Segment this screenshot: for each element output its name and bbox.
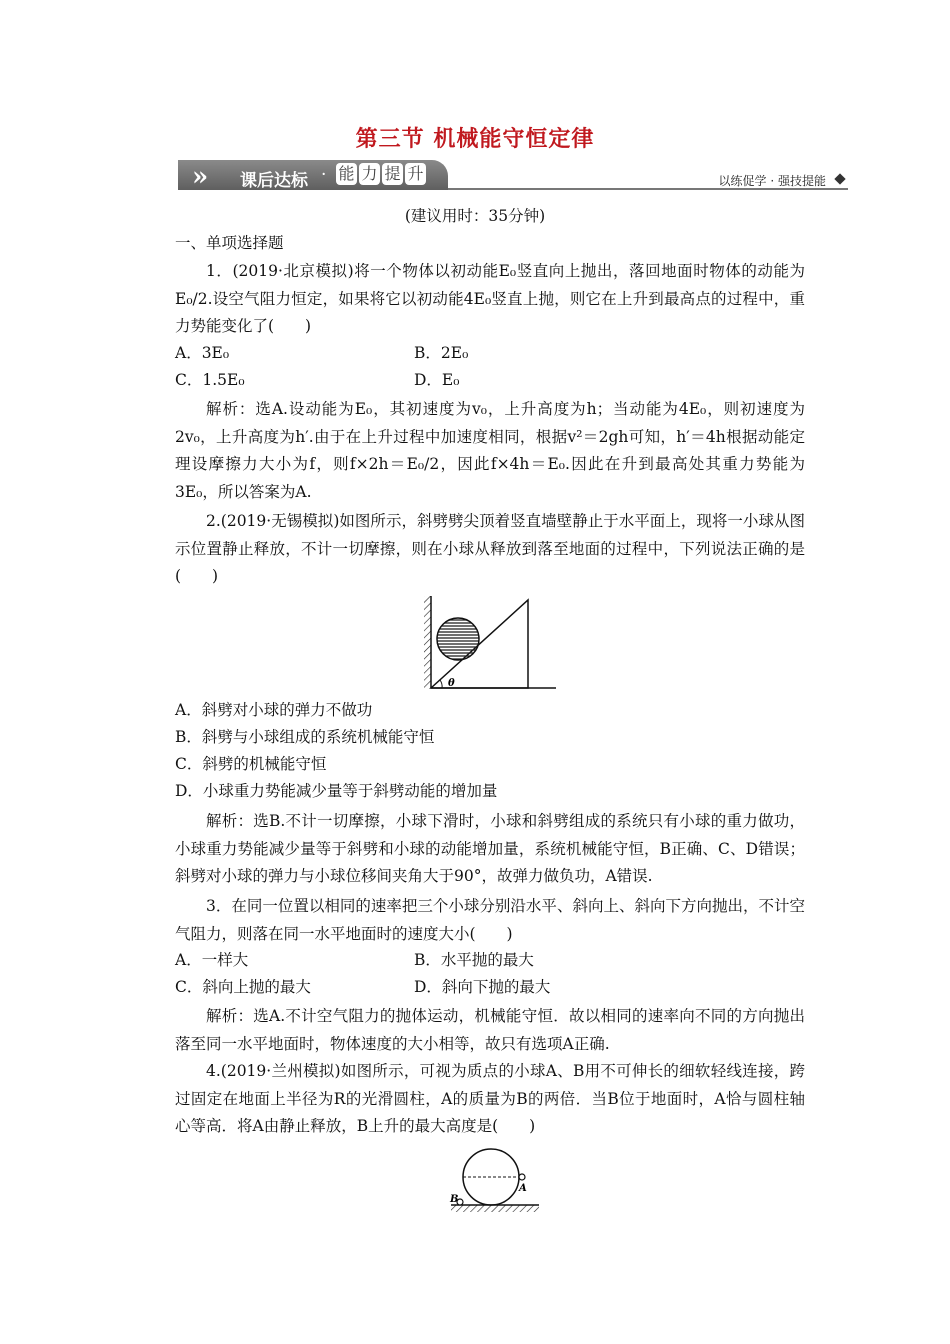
angle-arc — [440, 680, 442, 688]
question-1-stem: 1．(2019·北京模拟)将一个物体以初动能E₀竖直向上抛出，落回地面时物体的动能为E₀/2.设空气阻力恒定，如果将它以初动能4E₀竖直上抛，则它在上升到最高点的过程中，重力势能变化了( ) — [175, 262, 805, 335]
label-a: A — [519, 1183, 527, 1194]
banner-left-label: 课后达标 — [240, 171, 308, 191]
wall-hatch — [424, 596, 431, 688]
banner-dot: · — [321, 165, 327, 185]
q2-analysis-block — [175, 808, 805, 891]
question-3-stem: 3．在同一位置以相同的速率把三个小球分别沿水平、斜向上、斜向下方向抛出，不计空气阻力，则落在同一水平地面时的速度大小( ) — [175, 897, 805, 943]
banner-box: 提 — [382, 163, 403, 185]
q4-figure — [445, 1145, 545, 1217]
angle-label: θ — [448, 678, 455, 689]
q2-option-a: A．斜劈对小球的弹力不做功 — [175, 701, 373, 719]
q3-option-a: A．一样大 — [175, 951, 249, 969]
q3-analysis-block — [175, 1003, 805, 1058]
banner-box: 能 — [336, 163, 357, 185]
question-2 — [175, 508, 805, 591]
q2-analysis: 解析：选B.不计一切摩擦，小球下滑时，小球和斜劈组成的系统只有小球的重力做功，小球重力势能减少量等于斜劈和小球的动能增加量，系统机械能守恒，B正确、C、D错误；斜劈对小球的弹力与小球位移间夹角大于90°，故弹力做负功，A错误. — [175, 812, 805, 885]
banner-box: 力 — [359, 163, 380, 185]
ball-a — [519, 1174, 525, 1180]
label-b: B — [450, 1194, 459, 1205]
section-heading: 一、单项选择题 — [175, 234, 284, 252]
q1-option-d: D．E₀ — [414, 371, 460, 389]
q1-option-a: A．3E₀ — [175, 344, 230, 362]
q1-option-b: B．2E₀ — [414, 344, 469, 362]
banner-box: 升 — [405, 163, 426, 185]
q1-analysis-block — [175, 396, 805, 506]
q3-option-d: D．斜向下抛的最大 — [414, 978, 551, 996]
q2-option-b: B．斜劈与小球组成的系统机械能守恒 — [175, 728, 435, 746]
question-2-stem: 2.(2019·无锡模拟)如图所示，斜劈劈尖顶着竖直墙壁静止于水平面上，现将一小球从图示位置静止释放，不计一切摩擦，则在小球从释放到落至地面的过程中，下列说法正确的是( ) — [175, 512, 805, 585]
q3-option-c: C．斜向上抛的最大 — [175, 978, 311, 996]
page-title: 第三节 机械能守恒定律 — [355, 126, 595, 152]
question-4 — [175, 1058, 805, 1141]
q2-option-d: D．小球重力势能减少量等于斜劈动能的增加量 — [175, 782, 498, 800]
ball — [437, 618, 479, 660]
ground-hatch — [451, 1205, 539, 1212]
q3-option-b: B．水平抛的最大 — [414, 951, 534, 969]
q1-analysis: 解析：选A.设动能为E₀，其初速度为v₀，上升高度为h；当动能为4E₀，则初速度为2v₀，上升高度为h′.由于在上升过程中加速度相同，根据v²＝2gh可知，h′＝4h根据动能定理设摩擦力大小为f，则f×2h＝E₀/2，因此f×4h＝E₀.因此在升到最高处其重力势能为3E₀，所以答案为A. — [175, 400, 805, 501]
banner-boxes — [336, 163, 428, 185]
q1-option-c: C．1.5E₀ — [175, 371, 245, 389]
q2-option-c: C．斜劈的机械能守恒 — [175, 755, 327, 773]
chevron-right-icon: » — [192, 162, 209, 192]
section-banner — [178, 158, 848, 194]
question-4-stem: 4.(2019·兰州模拟)如图所示，可视为质点的小球A、B用不可伸长的细软轻线连接，跨过固定在地面上半径为R的光滑圆柱，A的质量为B的两倍．当B位于地面时，A恰与圆柱轴心等高．将A由静止释放，B上升的最大高度是( ) — [175, 1062, 805, 1135]
question-3 — [175, 893, 805, 948]
question-1 — [175, 258, 805, 341]
q3-analysis: 解析：选A.不计空气阻力的抛体运动，机械能守恒．故以相同的速率向不同的方向抛出落至同一水平地面时，物体速度的大小相等，故只有选项A正确. — [175, 1007, 805, 1053]
banner-tab — [178, 160, 448, 190]
time-hint: (建议用时：35分钟) — [404, 207, 546, 225]
q2-figure — [420, 592, 560, 692]
banner-right-label: 以练促学 · 强技提能 — [718, 174, 826, 188]
diamond-icon — [834, 173, 845, 184]
